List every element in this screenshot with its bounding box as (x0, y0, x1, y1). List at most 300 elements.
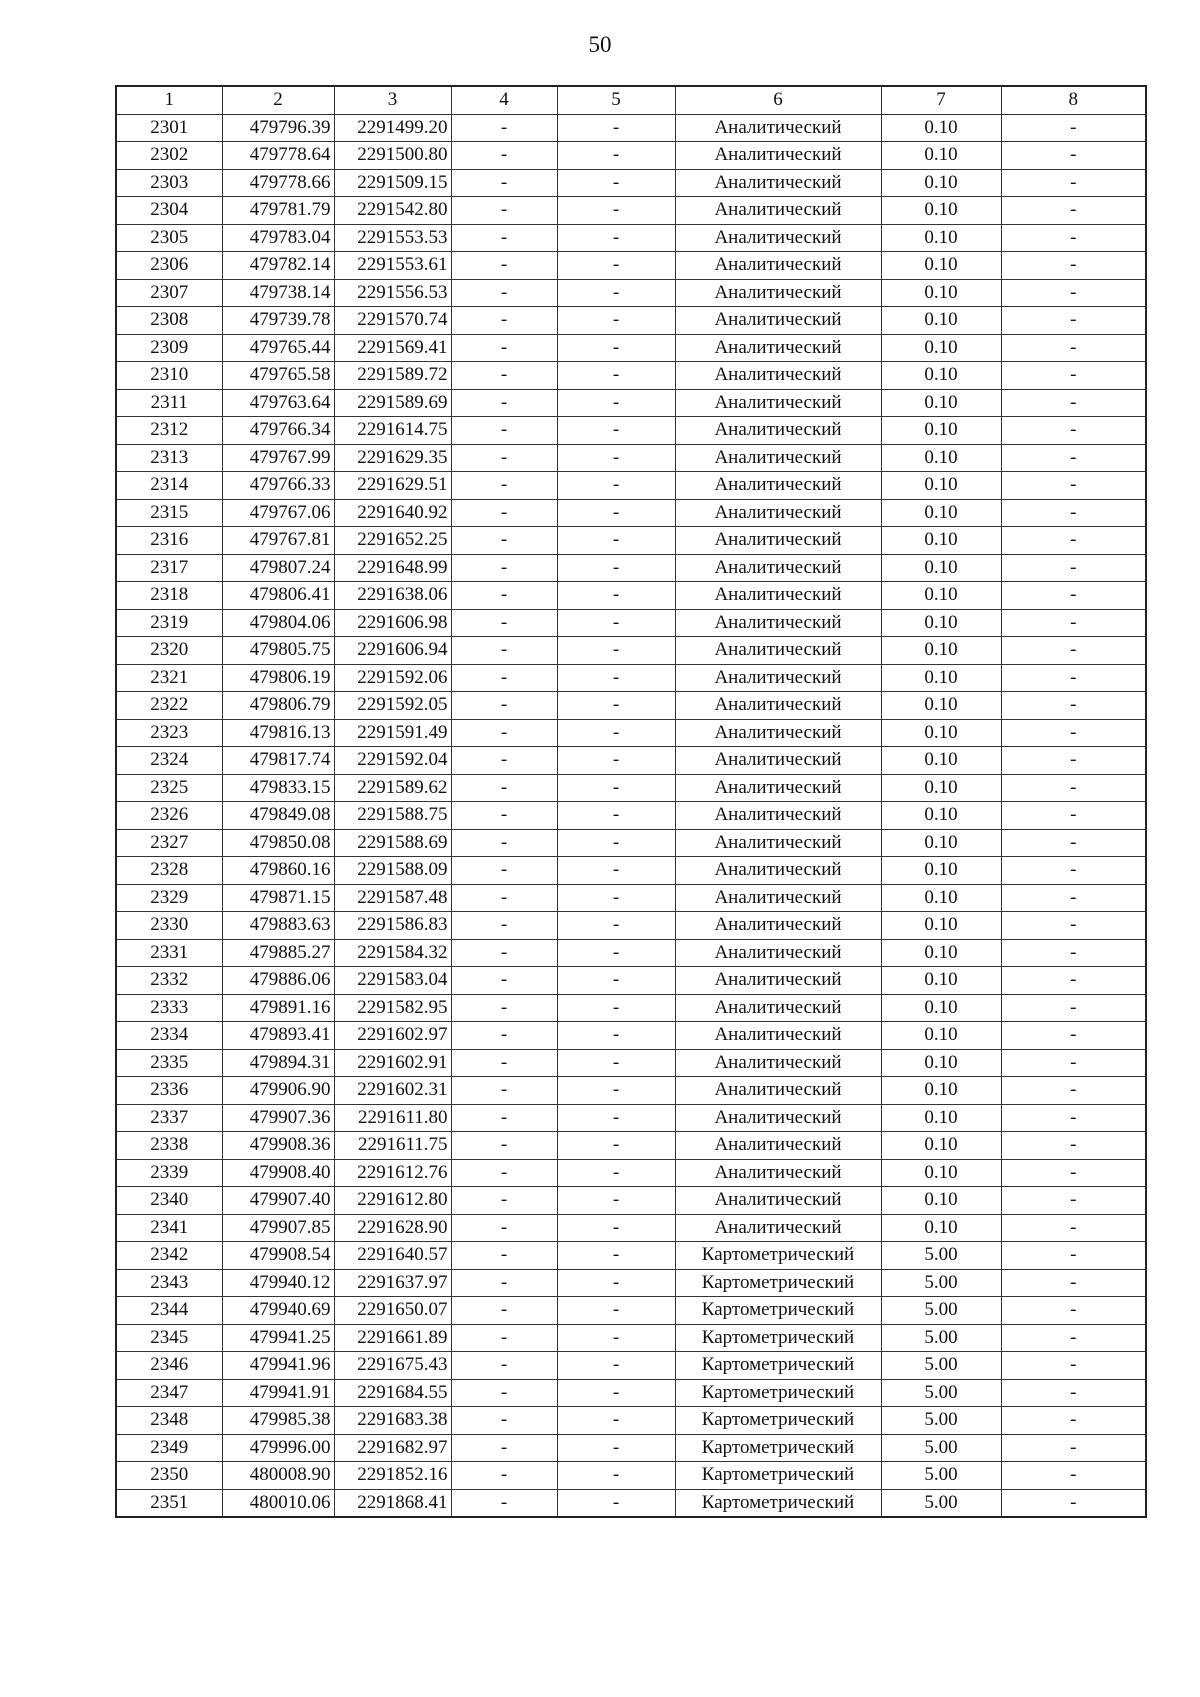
table-row (116, 637, 1146, 665)
cell-col-8: - (1001, 884, 1146, 912)
cell-col-4: - (451, 362, 557, 390)
cell-accuracy: 0.10 (881, 802, 1001, 830)
cell-col-4: - (451, 1297, 557, 1325)
cell-col-8: - (1001, 1242, 1146, 1270)
cell-col-5: - (557, 582, 675, 610)
cell-method: Аналитический (675, 527, 881, 555)
cell-col-8: - (1001, 527, 1146, 555)
cell-method: Картометрический (675, 1379, 881, 1407)
cell-col-8: - (1001, 1352, 1146, 1380)
cell-accuracy: 0.10 (881, 939, 1001, 967)
cell-accuracy: 0.10 (881, 499, 1001, 527)
cell-col-5: - (557, 1187, 675, 1215)
cell-col-5: - (557, 472, 675, 500)
cell-col-5: - (557, 279, 675, 307)
cell-accuracy: 0.10 (881, 169, 1001, 197)
cell-point-number: 2317 (116, 554, 222, 582)
cell-method: Аналитический (675, 197, 881, 225)
cell-method: Аналитический (675, 362, 881, 390)
table-row (116, 1297, 1146, 1325)
cell-col-8: - (1001, 1324, 1146, 1352)
table-row (116, 224, 1146, 252)
cell-point-number: 2324 (116, 747, 222, 775)
cell-point-number: 2343 (116, 1269, 222, 1297)
cell-col-8: - (1001, 279, 1146, 307)
cell-method: Аналитический (675, 252, 881, 280)
cell-col-8: - (1001, 747, 1146, 775)
cell-col-4: - (451, 692, 557, 720)
cell-point-number: 2321 (116, 664, 222, 692)
cell-col-8: - (1001, 1022, 1146, 1050)
column-header: 8 (1001, 86, 1146, 114)
cell-accuracy: 0.10 (881, 1159, 1001, 1187)
cell-coord-y: 2291650.07 (334, 1297, 451, 1325)
cell-col-8: - (1001, 1049, 1146, 1077)
cell-col-5: - (557, 1352, 675, 1380)
cell-col-8: - (1001, 637, 1146, 665)
cell-coord-x: 479891.16 (222, 994, 334, 1022)
cell-coord-y: 2291589.69 (334, 389, 451, 417)
table-row (116, 362, 1146, 390)
cell-point-number: 2331 (116, 939, 222, 967)
cell-accuracy: 0.10 (881, 1104, 1001, 1132)
cell-coord-y: 2291602.91 (334, 1049, 451, 1077)
cell-accuracy: 0.10 (881, 1049, 1001, 1077)
cell-coord-y: 2291592.05 (334, 692, 451, 720)
cell-coord-y: 2291542.80 (334, 197, 451, 225)
cell-col-8: - (1001, 994, 1146, 1022)
cell-method: Аналитический (675, 1077, 881, 1105)
cell-point-number: 2303 (116, 169, 222, 197)
cell-coord-x: 479833.15 (222, 774, 334, 802)
cell-accuracy: 0.10 (881, 692, 1001, 720)
cell-col-5: - (557, 1434, 675, 1462)
cell-method: Аналитический (675, 554, 881, 582)
cell-coord-y: 2291684.55 (334, 1379, 451, 1407)
cell-col-5: - (557, 142, 675, 170)
cell-col-4: - (451, 664, 557, 692)
cell-method: Картометрический (675, 1352, 881, 1380)
cell-coord-x: 479860.16 (222, 857, 334, 885)
cell-coord-y: 2291675.43 (334, 1352, 451, 1380)
cell-coord-y: 2291570.74 (334, 307, 451, 335)
cell-accuracy: 5.00 (881, 1297, 1001, 1325)
cell-method: Аналитический (675, 857, 881, 885)
cell-coord-x: 479806.41 (222, 582, 334, 610)
cell-accuracy: 0.10 (881, 252, 1001, 280)
cell-col-4: - (451, 1407, 557, 1435)
cell-point-number: 2329 (116, 884, 222, 912)
cell-col-4: - (451, 1049, 557, 1077)
cell-method: Картометрический (675, 1434, 881, 1462)
cell-accuracy: 5.00 (881, 1324, 1001, 1352)
table-row (116, 884, 1146, 912)
table-row (116, 444, 1146, 472)
cell-col-8: - (1001, 939, 1146, 967)
cell-coord-y: 2291589.72 (334, 362, 451, 390)
cell-coord-y: 2291553.53 (334, 224, 451, 252)
table-row (116, 994, 1146, 1022)
cell-coord-y: 2291591.49 (334, 719, 451, 747)
cell-accuracy: 0.10 (881, 884, 1001, 912)
cell-method: Аналитический (675, 939, 881, 967)
table-row (116, 142, 1146, 170)
cell-accuracy: 0.10 (881, 664, 1001, 692)
cell-col-8: - (1001, 912, 1146, 940)
cell-coord-y: 2291606.94 (334, 637, 451, 665)
cell-col-5: - (557, 114, 675, 142)
cell-col-8: - (1001, 1132, 1146, 1160)
table-row (116, 1407, 1146, 1435)
cell-col-5: - (557, 197, 675, 225)
cell-coord-x: 479738.14 (222, 279, 334, 307)
cell-coord-y: 2291683.38 (334, 1407, 451, 1435)
cell-col-8: - (1001, 664, 1146, 692)
table-row (116, 1242, 1146, 1270)
cell-coord-y: 2291589.62 (334, 774, 451, 802)
cell-accuracy: 0.10 (881, 334, 1001, 362)
cell-point-number: 2347 (116, 1379, 222, 1407)
table-row (116, 1049, 1146, 1077)
cell-point-number: 2330 (116, 912, 222, 940)
cell-accuracy: 0.10 (881, 747, 1001, 775)
table-row (116, 609, 1146, 637)
cell-col-5: - (557, 224, 675, 252)
cell-col-5: - (557, 1077, 675, 1105)
column-header: 6 (675, 86, 881, 114)
cell-accuracy: 0.10 (881, 1187, 1001, 1215)
cell-point-number: 2341 (116, 1214, 222, 1242)
cell-col-5: - (557, 637, 675, 665)
cell-point-number: 2349 (116, 1434, 222, 1462)
table-row (116, 1379, 1146, 1407)
cell-col-5: - (557, 829, 675, 857)
cell-method: Аналитический (675, 499, 881, 527)
cell-coord-x: 479940.69 (222, 1297, 334, 1325)
cell-col-5: - (557, 527, 675, 555)
cell-method: Аналитический (675, 472, 881, 500)
table-row (116, 279, 1146, 307)
cell-accuracy: 0.10 (881, 389, 1001, 417)
cell-method: Картометрический (675, 1462, 881, 1490)
cell-method: Картометрический (675, 1489, 881, 1517)
table-row (116, 582, 1146, 610)
cell-col-8: - (1001, 1104, 1146, 1132)
cell-point-number: 2338 (116, 1132, 222, 1160)
table-row (116, 554, 1146, 582)
cell-col-4: - (451, 802, 557, 830)
cell-point-number: 2314 (116, 472, 222, 500)
cell-col-5: - (557, 1214, 675, 1242)
cell-coord-x: 479766.34 (222, 417, 334, 445)
table-row (116, 692, 1146, 720)
cell-coord-x: 479907.36 (222, 1104, 334, 1132)
cell-coord-y: 2291556.53 (334, 279, 451, 307)
cell-accuracy: 0.10 (881, 472, 1001, 500)
cell-point-number: 2304 (116, 197, 222, 225)
cell-coord-y: 2291612.76 (334, 1159, 451, 1187)
cell-coord-y: 2291637.97 (334, 1269, 451, 1297)
cell-coord-x: 479908.54 (222, 1242, 334, 1270)
cell-accuracy: 0.10 (881, 637, 1001, 665)
cell-accuracy: 0.10 (881, 444, 1001, 472)
cell-col-4: - (451, 747, 557, 775)
cell-coord-y: 2291500.80 (334, 142, 451, 170)
cell-col-5: - (557, 1462, 675, 1490)
table-row (116, 857, 1146, 885)
cell-coord-y: 2291852.16 (334, 1462, 451, 1490)
cell-coord-x: 479885.27 (222, 939, 334, 967)
cell-coord-x: 479767.99 (222, 444, 334, 472)
cell-col-5: - (557, 1104, 675, 1132)
table-row (116, 664, 1146, 692)
cell-accuracy: 5.00 (881, 1462, 1001, 1490)
cell-accuracy: 0.10 (881, 554, 1001, 582)
cell-accuracy: 0.10 (881, 1022, 1001, 1050)
cell-coord-y: 2291569.41 (334, 334, 451, 362)
cell-point-number: 2318 (116, 582, 222, 610)
cell-method: Аналитический (675, 444, 881, 472)
cell-coord-y: 2291586.83 (334, 912, 451, 940)
cell-col-5: - (557, 1407, 675, 1435)
cell-coord-x: 479767.06 (222, 499, 334, 527)
cell-coord-y: 2291868.41 (334, 1489, 451, 1517)
table-row (116, 1462, 1146, 1490)
cell-coord-y: 2291640.92 (334, 499, 451, 527)
cell-col-5: - (557, 912, 675, 940)
cell-col-4: - (451, 994, 557, 1022)
cell-col-8: - (1001, 1407, 1146, 1435)
cell-col-4: - (451, 609, 557, 637)
cell-col-8: - (1001, 1379, 1146, 1407)
cell-point-number: 2316 (116, 527, 222, 555)
cell-col-8: - (1001, 444, 1146, 472)
cell-coord-x: 479907.85 (222, 1214, 334, 1242)
cell-coord-y: 2291648.99 (334, 554, 451, 582)
cell-coord-x: 479739.78 (222, 307, 334, 335)
cell-method: Аналитический (675, 1022, 881, 1050)
cell-method: Аналитический (675, 802, 881, 830)
cell-coord-x: 479806.79 (222, 692, 334, 720)
cell-col-4: - (451, 1462, 557, 1490)
cell-accuracy: 5.00 (881, 1434, 1001, 1462)
table-row (116, 334, 1146, 362)
cell-col-5: - (557, 967, 675, 995)
cell-col-4: - (451, 169, 557, 197)
cell-col-8: - (1001, 197, 1146, 225)
cell-col-8: - (1001, 1159, 1146, 1187)
cell-col-5: - (557, 719, 675, 747)
cell-accuracy: 0.10 (881, 224, 1001, 252)
cell-col-5: - (557, 774, 675, 802)
cell-point-number: 2320 (116, 637, 222, 665)
cell-col-4: - (451, 719, 557, 747)
cell-point-number: 2315 (116, 499, 222, 527)
cell-point-number: 2305 (116, 224, 222, 252)
cell-point-number: 2342 (116, 1242, 222, 1270)
cell-col-5: - (557, 884, 675, 912)
cell-col-4: - (451, 472, 557, 500)
cell-col-4: - (451, 197, 557, 225)
column-header: 2 (222, 86, 334, 114)
cell-point-number: 2337 (116, 1104, 222, 1132)
cell-method: Аналитический (675, 692, 881, 720)
cell-col-4: - (451, 884, 557, 912)
cell-method: Аналитический (675, 142, 881, 170)
table-row (116, 307, 1146, 335)
cell-coord-y: 2291682.97 (334, 1434, 451, 1462)
cell-col-5: - (557, 664, 675, 692)
cell-coord-x: 479908.40 (222, 1159, 334, 1187)
cell-col-8: - (1001, 1269, 1146, 1297)
table-row (116, 527, 1146, 555)
table-row (116, 1077, 1146, 1105)
cell-point-number: 2336 (116, 1077, 222, 1105)
cell-coord-x: 480008.90 (222, 1462, 334, 1490)
cell-col-4: - (451, 637, 557, 665)
cell-col-5: - (557, 307, 675, 335)
cell-col-8: - (1001, 967, 1146, 995)
cell-point-number: 2334 (116, 1022, 222, 1050)
cell-col-5: - (557, 334, 675, 362)
cell-point-number: 2333 (116, 994, 222, 1022)
cell-col-4: - (451, 1269, 557, 1297)
table-row (116, 1324, 1146, 1352)
cell-col-4: - (451, 307, 557, 335)
table-row (116, 1269, 1146, 1297)
cell-method: Аналитический (675, 1187, 881, 1215)
cell-coord-y: 2291628.90 (334, 1214, 451, 1242)
table-header-row (116, 86, 1146, 114)
table-row (116, 829, 1146, 857)
cell-col-8: - (1001, 802, 1146, 830)
cell-coord-x: 479766.33 (222, 472, 334, 500)
table-row (116, 1352, 1146, 1380)
cell-col-4: - (451, 774, 557, 802)
cell-coord-x: 479941.96 (222, 1352, 334, 1380)
cell-col-4: - (451, 1159, 557, 1187)
cell-method: Аналитический (675, 1132, 881, 1160)
cell-col-4: - (451, 444, 557, 472)
cell-coord-x: 479767.81 (222, 527, 334, 555)
cell-col-5: - (557, 692, 675, 720)
table-row (116, 1159, 1146, 1187)
cell-col-8: - (1001, 1462, 1146, 1490)
cell-col-8: - (1001, 224, 1146, 252)
cell-col-4: - (451, 1379, 557, 1407)
cell-col-4: - (451, 1077, 557, 1105)
table-row (116, 472, 1146, 500)
cell-col-4: - (451, 499, 557, 527)
cell-col-4: - (451, 527, 557, 555)
cell-point-number: 2335 (116, 1049, 222, 1077)
cell-col-8: - (1001, 829, 1146, 857)
cell-point-number: 2302 (116, 142, 222, 170)
cell-coord-x: 479907.40 (222, 1187, 334, 1215)
cell-accuracy: 0.10 (881, 307, 1001, 335)
cell-col-5: - (557, 1242, 675, 1270)
cell-coord-y: 2291602.31 (334, 1077, 451, 1105)
cell-method: Аналитический (675, 307, 881, 335)
cell-point-number: 2307 (116, 279, 222, 307)
cell-point-number: 2312 (116, 417, 222, 445)
cell-accuracy: 0.10 (881, 967, 1001, 995)
cell-coord-y: 2291612.80 (334, 1187, 451, 1215)
cell-col-4: - (451, 1104, 557, 1132)
cell-col-5: - (557, 802, 675, 830)
cell-point-number: 2309 (116, 334, 222, 362)
cell-col-4: - (451, 224, 557, 252)
table-row (116, 114, 1146, 142)
cell-coord-x: 479805.75 (222, 637, 334, 665)
cell-accuracy: 0.10 (881, 527, 1001, 555)
cell-accuracy: 0.10 (881, 609, 1001, 637)
cell-col-8: - (1001, 389, 1146, 417)
cell-coord-y: 2291582.95 (334, 994, 451, 1022)
cell-coord-x: 479883.63 (222, 912, 334, 940)
cell-accuracy: 0.10 (881, 912, 1001, 940)
cell-point-number: 2350 (116, 1462, 222, 1490)
cell-col-4: - (451, 1132, 557, 1160)
cell-method: Аналитический (675, 169, 881, 197)
cell-col-8: - (1001, 499, 1146, 527)
cell-col-5: - (557, 1297, 675, 1325)
table-row (116, 499, 1146, 527)
cell-col-8: - (1001, 472, 1146, 500)
cell-col-4: - (451, 389, 557, 417)
cell-col-5: - (557, 1269, 675, 1297)
cell-col-5: - (557, 417, 675, 445)
table-row (116, 802, 1146, 830)
table-row (116, 912, 1146, 940)
cell-col-8: - (1001, 692, 1146, 720)
cell-coord-x: 479807.24 (222, 554, 334, 582)
cell-accuracy: 0.10 (881, 1214, 1001, 1242)
cell-point-number: 2306 (116, 252, 222, 280)
cell-accuracy: 5.00 (881, 1269, 1001, 1297)
cell-coord-x: 479782.14 (222, 252, 334, 280)
cell-col-5: - (557, 857, 675, 885)
cell-col-8: - (1001, 362, 1146, 390)
cell-coord-x: 479765.44 (222, 334, 334, 362)
column-header: 5 (557, 86, 675, 114)
cell-accuracy: 0.10 (881, 114, 1001, 142)
cell-point-number: 2327 (116, 829, 222, 857)
cell-col-4: - (451, 1324, 557, 1352)
cell-coord-y: 2291640.57 (334, 1242, 451, 1270)
cell-col-5: - (557, 499, 675, 527)
cell-method: Аналитический (675, 1049, 881, 1077)
cell-coord-y: 2291602.97 (334, 1022, 451, 1050)
cell-point-number: 2346 (116, 1352, 222, 1380)
cell-coord-y: 2291584.32 (334, 939, 451, 967)
cell-method: Аналитический (675, 417, 881, 445)
cell-col-8: - (1001, 417, 1146, 445)
cell-method: Аналитический (675, 224, 881, 252)
cell-col-5: - (557, 1049, 675, 1077)
cell-coord-y: 2291588.69 (334, 829, 451, 857)
cell-method: Аналитический (675, 1159, 881, 1187)
cell-col-4: - (451, 829, 557, 857)
cell-col-4: - (451, 582, 557, 610)
table-row (116, 774, 1146, 802)
cell-method: Аналитический (675, 582, 881, 610)
cell-col-8: - (1001, 114, 1146, 142)
cell-col-8: - (1001, 334, 1146, 362)
cell-point-number: 2319 (116, 609, 222, 637)
cell-coord-x: 479778.66 (222, 169, 334, 197)
cell-method: Картометрический (675, 1242, 881, 1270)
